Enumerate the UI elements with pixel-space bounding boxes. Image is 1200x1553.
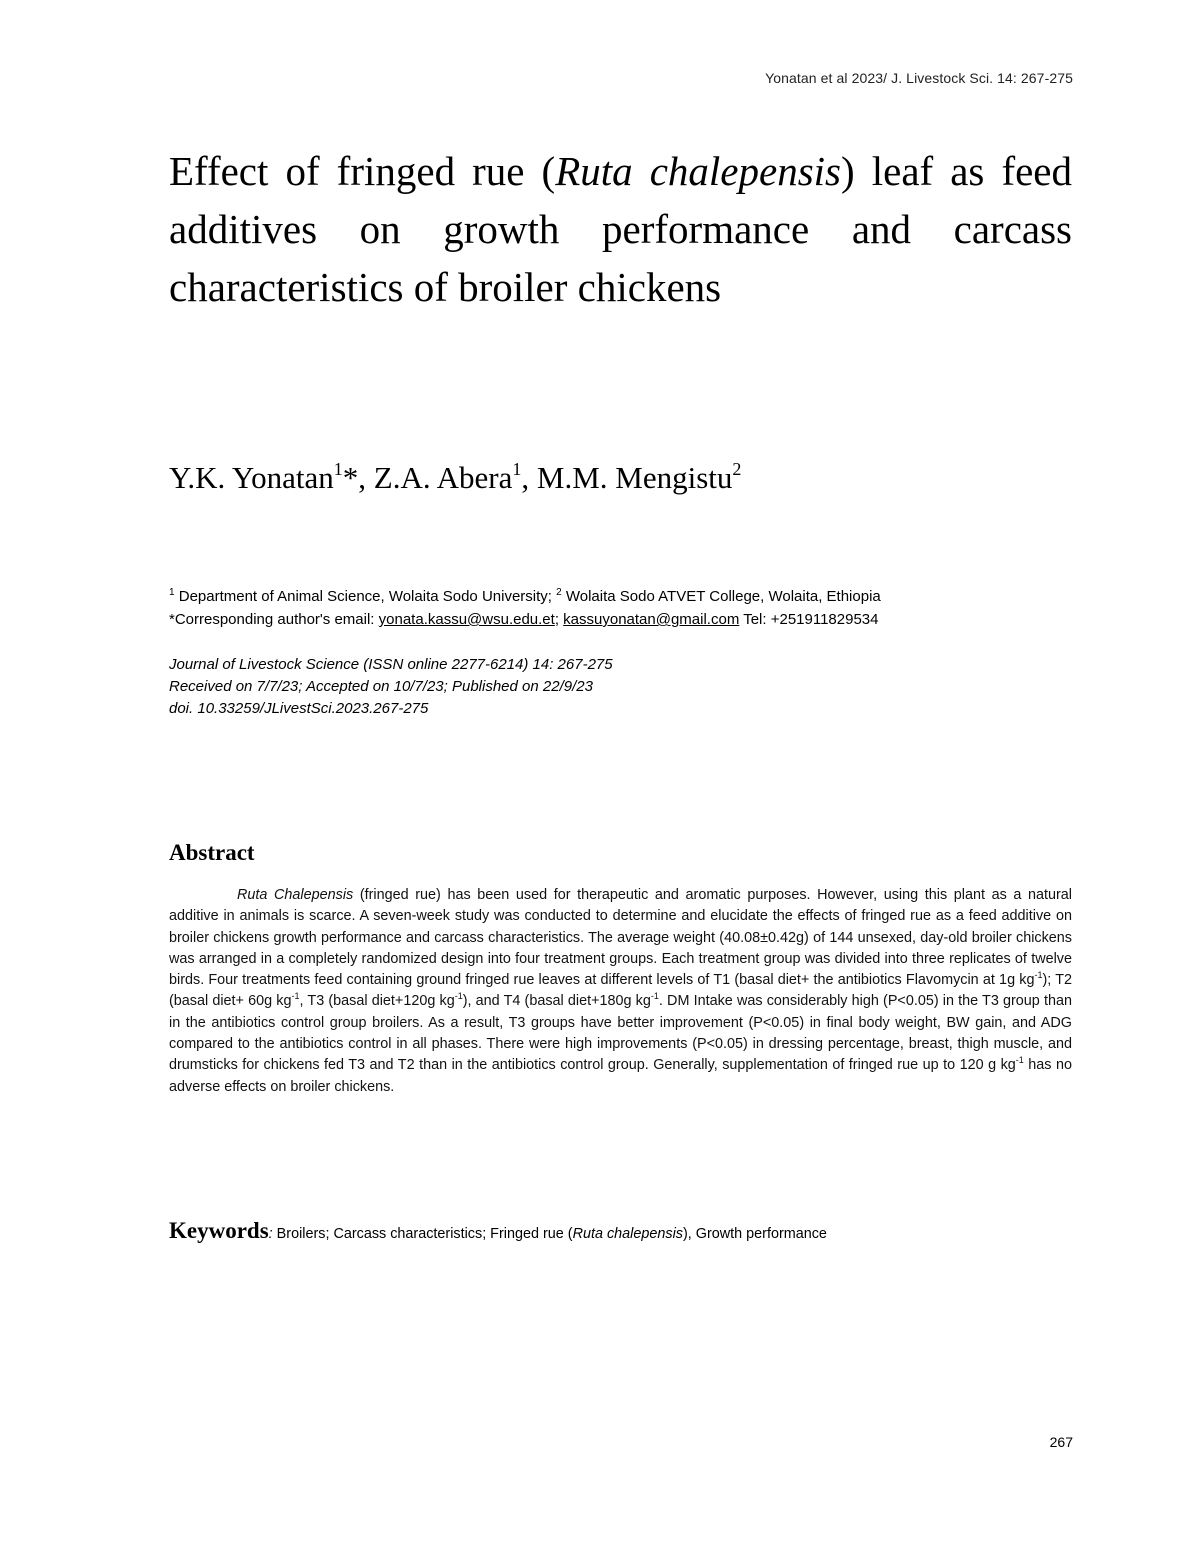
abstract-text-5: . DM Intake was considerably high (P<0.05) in the T3 group than in the antibiotics control group broilers. As a result, T3 groups have better improvement (P<0.05) in final body weight, BW gain, and ADG compared to the antibiotics control in all phases. There were high improvements (P<0.05) in dressing percentage, breast, thigh muscle, and drumsticks for chickens fed T3 and T2 than in the antibiotics control group. Generally, supplementation of fringed rue up to 120 g kg [169,993,1072,1074]
corresponding-line [169,608,1089,631]
abstract-heading: Abstract [169,840,255,865]
abstract-body [169,885,1072,1098]
author-1-affil-mark: 1 [333,459,343,479]
abstract-sup-2: -1 [291,991,300,1002]
keywords-label: Keywords [169,1218,269,1243]
abstract-text-2: ); T2 (basal diet+ 60g kg [169,972,1073,1010]
running-head: Yonatan et al 2023/ J. Livestock Sci. 14: 267-275 [765,70,1073,86]
abstract-text-1: (fringed rue) has been used for therapeutic and aromatic purposes. However, using this plant as a natural additive in animals is scarce. A seven-week study was conducted to determine and elucidate the effects of fringed rue as a feed additive on broiler chickens growth performance and carcass characteristics. The average weight (40.08±0.42g) of 144 unsexed, day-old broiler chickens was arranged in a completely randomized design into four treatment groups. Each treatment group was divided into three replicates of twelve birds. Four treatments feed containing ground fringed rue leaves at different levels of T1 (basal diet+ the antibiotics Flavomycin at 1g kg [169,887,1073,989]
affil-2-mark: 2 [556,587,562,598]
abstract-sup-1: -1 [1034,970,1043,981]
publication-dates: Received on 7/7/23; Accepted on 10/7/23; Published on 22/9/23 [169,678,593,695]
author-2-affil-mark: 1 [512,459,522,479]
keywords-text-1: Broilers; Carcass characteristics; Fringed rue ( [276,1226,573,1242]
keywords [169,1216,1072,1249]
title-part-2: ) leaf as feed additives on growth performance and carcass characteristics of broiler chickens [169,148,1073,310]
author-2-name: Z.A. Abera [373,460,513,495]
abstract-text-4: ), and T4 (basal diet+180g kg [462,993,651,1010]
abstract-text-3: , T3 (basal diet+120g kg [299,993,455,1010]
keywords-colon: : [268,1226,277,1242]
journal-citation: Journal of Livestock Science (ISSN online 2277-6214) 14: 267-275 [169,656,613,673]
keywords-text-2: ), Growth performance [682,1226,827,1242]
title-part-1: Effect of fringed rue ( [169,148,556,194]
affil-1-text: Department of Animal Science, Wolaita Sodo University; [174,588,557,605]
author-3-affil-mark: 2 [732,459,742,479]
keywords-species: Ruta chalepensis [572,1226,683,1242]
affil-1-mark: 1 [169,587,175,598]
abstract-sup-4: -1 [650,991,659,1002]
author-separator: , [521,460,537,495]
doi: doi. 10.33259/JLivestSci.2023.267-275 [169,700,429,717]
email-separator: ; [554,611,564,628]
title-species-name: Ruta chalepensis [555,148,842,194]
abstract-sup-3: -1 [454,991,463,1002]
abstract-text-6: has no adverse effects on broiler chickens. [169,1057,1072,1095]
email-link-2[interactable]: kassuyonatan@gmail.com [563,611,740,628]
author-1-name: Y.K. Yonatan [169,460,334,495]
author-3-name: M.M. Mengistu [536,460,733,495]
author-1-corresponding-mark: *, [342,460,374,495]
abstract-sup-5: -1 [1015,1055,1024,1066]
email-link-1[interactable]: yonata.kassu@wsu.edu.et [378,611,555,628]
affil-2-text: Wolaita Sodo ATVET College, Wolaita, Ethiopia [561,588,881,605]
affiliations [169,585,1089,631]
author-list [169,458,741,498]
journal-info [169,654,613,720]
telephone: Tel: +251911829534 [739,611,879,628]
corresponding-label: *Corresponding author's email: [169,611,379,628]
affiliation-line [169,585,1089,608]
paper-title [169,142,1072,316]
abstract-species: Ruta Chalepensis [237,887,354,903]
page-number: 267 [1049,1434,1073,1450]
